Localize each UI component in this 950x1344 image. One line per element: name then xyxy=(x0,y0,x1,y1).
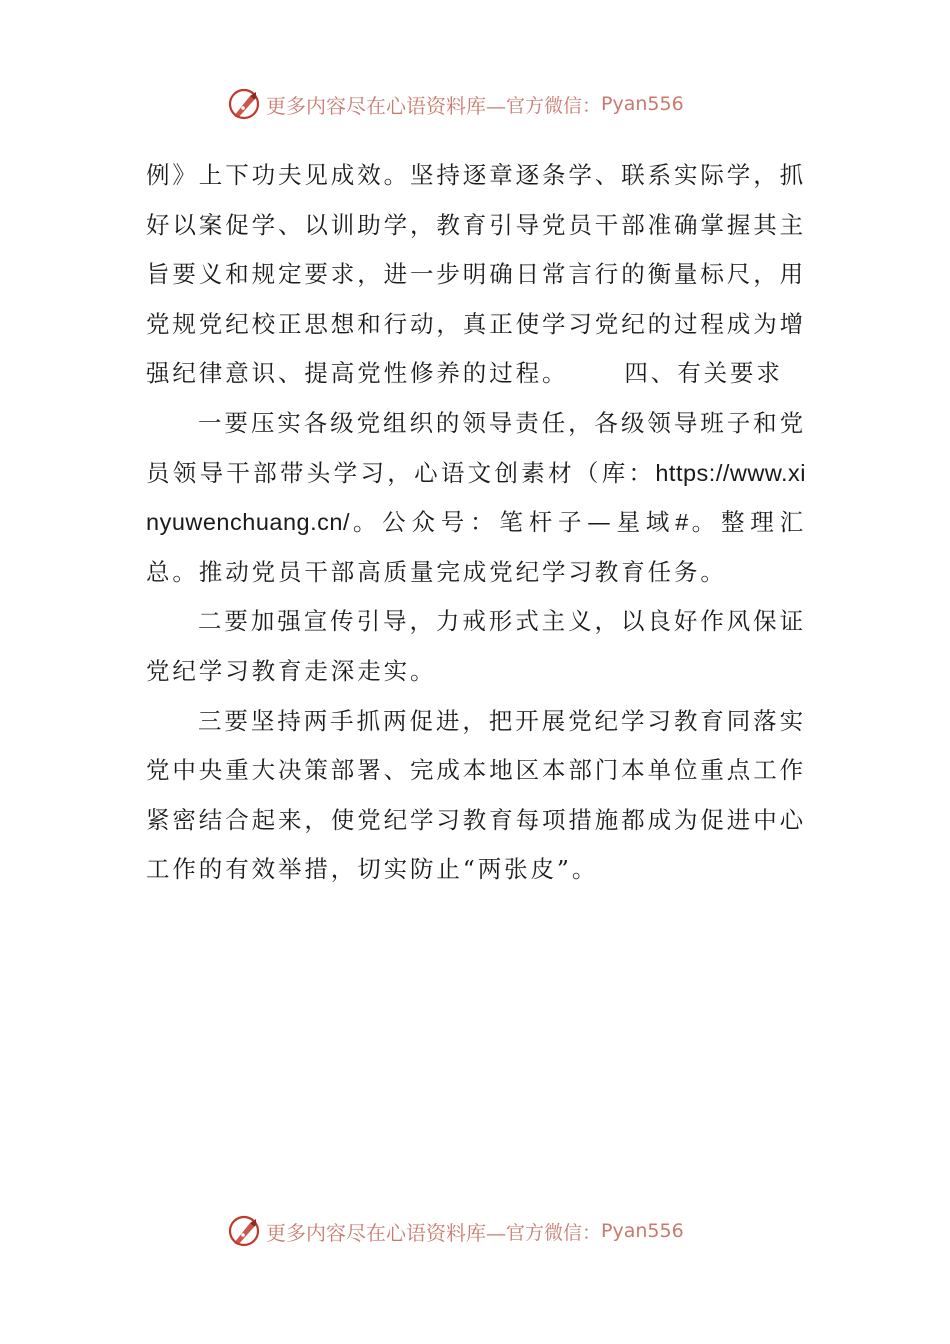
banner-wechat-label: 官方微信： xyxy=(506,94,602,117)
paragraph-1 xyxy=(146,151,806,399)
paragraph-2 xyxy=(146,399,806,597)
section-heading: 四、有关要求 xyxy=(624,359,783,388)
paragraph-4-text: 三要坚持两手抓两促进，把开展党纪学习教育同落实党中央重大决策部署、完成本地区本部门本单位重点工作紧密结合起来，使党纪学习教育每项措施都成为促进中心工作的有效举措，切实防止“两张皮”。 xyxy=(146,706,806,884)
banner-text: 更多内容尽在心语资料库— xyxy=(266,93,506,118)
pen-nib-logo-icon xyxy=(226,86,262,122)
banner-wechat-id: Pyan556 xyxy=(601,1220,684,1242)
pen-nib-logo-icon xyxy=(226,1213,262,1249)
paragraph-2-part1: 一要压实各级党组织的领导责任，各级领导班子和党员领导干部带头学习，心语文创素材（库： xyxy=(146,408,806,487)
paragraph-3-text: 二要加强宣传引导，力戒形式主义，以良好作风保证党纪学习教育走深走实。 xyxy=(146,607,806,685)
footer-banner xyxy=(226,1211,746,1251)
hash-symbol: # xyxy=(675,509,689,536)
document-body xyxy=(146,151,806,895)
resource-url: https://www.xinyuwenchuang.cn/ xyxy=(146,459,806,536)
banner-text: 更多内容尽在心语资料库— xyxy=(266,1220,506,1245)
paragraph-2-part3: 。整理汇总。推动党员干部高质量完成党纪学习教育任务。 xyxy=(146,508,806,586)
paragraph-2-part2: 。公众号：笔杆子—星域 xyxy=(349,508,676,537)
paragraph-1-text: 例》上下功夫见成效。坚持逐章逐条学、联系实际学，抓好以案促学、以训助学，教育引导党员干部准确掌握其主旨要义和规定要求，进一步明确日常言行的衡量标尺，用党规党纪校正思想和行动，真正使学习党纪的过程成为增强纪律意识、提高党性修养的过程。 xyxy=(146,161,806,388)
paragraph-4 xyxy=(146,697,806,895)
banner-wechat-label: 官方微信： xyxy=(506,1221,602,1244)
banner-wechat-id: Pyan556 xyxy=(601,93,684,115)
paragraph-3 xyxy=(146,597,806,696)
header-banner xyxy=(226,84,746,124)
